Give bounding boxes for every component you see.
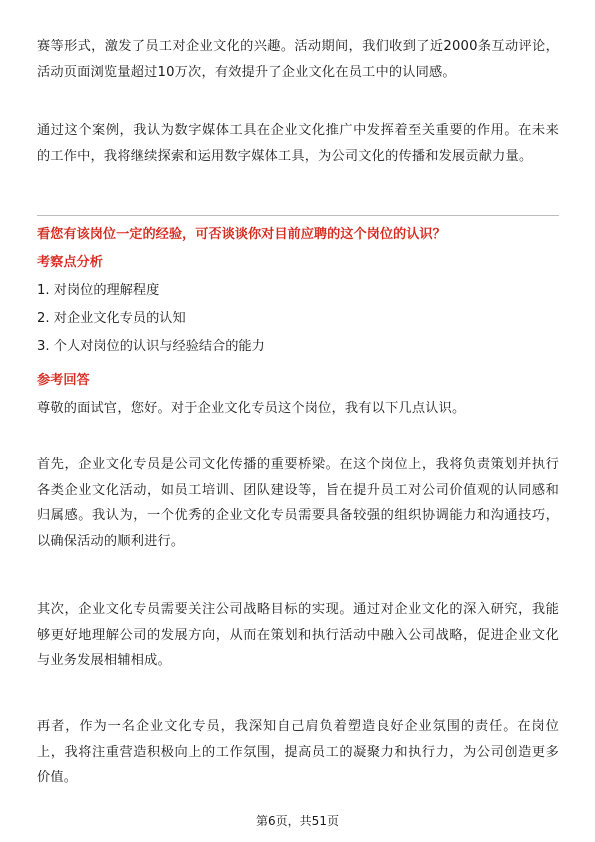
answer-paragraph: 首先，企业文化专员是公司文化传播的重要桥梁。在这个岗位上，我将负责策划并执行各类企业文化活动，如员工培训、团队建设等，旨在提升员工对公司价值观的认同感和归属感。我认为，一个优秀的企业文化专员需要具备较强的组织协调能力和沟通技巧，以确保活动的顺利进行。 (37, 457, 559, 549)
section-divider (37, 215, 559, 216)
answer-paragraph: 再者，作为一名企业文化专员，我深知自己肩负着塑造良好企业氛围的责任。在岗位上，我将注重营造积极向上的工作氛围，提高员工的凝聚力和执行力，为公司创造更多价值。 (37, 719, 559, 785)
intro-paragraph-1: 赛等形式，激发了员工对企业文化的兴趣。活动期间，我们收到了近2000条互动评论，活动页面浏览量超过10万次，有效提升了企业文化在员工中的认同感。 (37, 39, 559, 80)
analysis-point: 1. 对岗位的理解程度 (37, 283, 160, 298)
page-number: 第6页，共51页 (256, 814, 339, 828)
answer-heading: 参考回答 (37, 373, 90, 388)
interview-question: 看您有该岗位一定的经验，可否谈谈你对目前应聘的这个岗位的认识？ (37, 227, 446, 242)
analysis-heading: 考察点分析 (37, 255, 103, 270)
intro-paragraph-2: 通过这个案例，我认为数字媒体工具在企业文化推广中发挥着至关重要的作用。在未来的工作中，我将继续探索和运用数字媒体工具，为公司文化的传播和发展贡献力量。 (37, 123, 559, 164)
answer-paragraph: 其次，企业文化专员需要关注公司战略目标的实现。通过对企业文化的深入研究，我能够更好地理解公司的发展方向，从而在策划和执行活动中融入公司战略，促进企业文化与业务发展相辅相成。 (37, 602, 559, 668)
analysis-point: 2. 对企业文化专员的认知 (37, 311, 186, 326)
answer-paragraph: 尊敬的面试官，您好。对于企业文化专员这个岗位，我有以下几点认识。 (37, 401, 466, 416)
analysis-point: 3. 个人对岗位的认识与经验结合的能力 (37, 339, 265, 354)
